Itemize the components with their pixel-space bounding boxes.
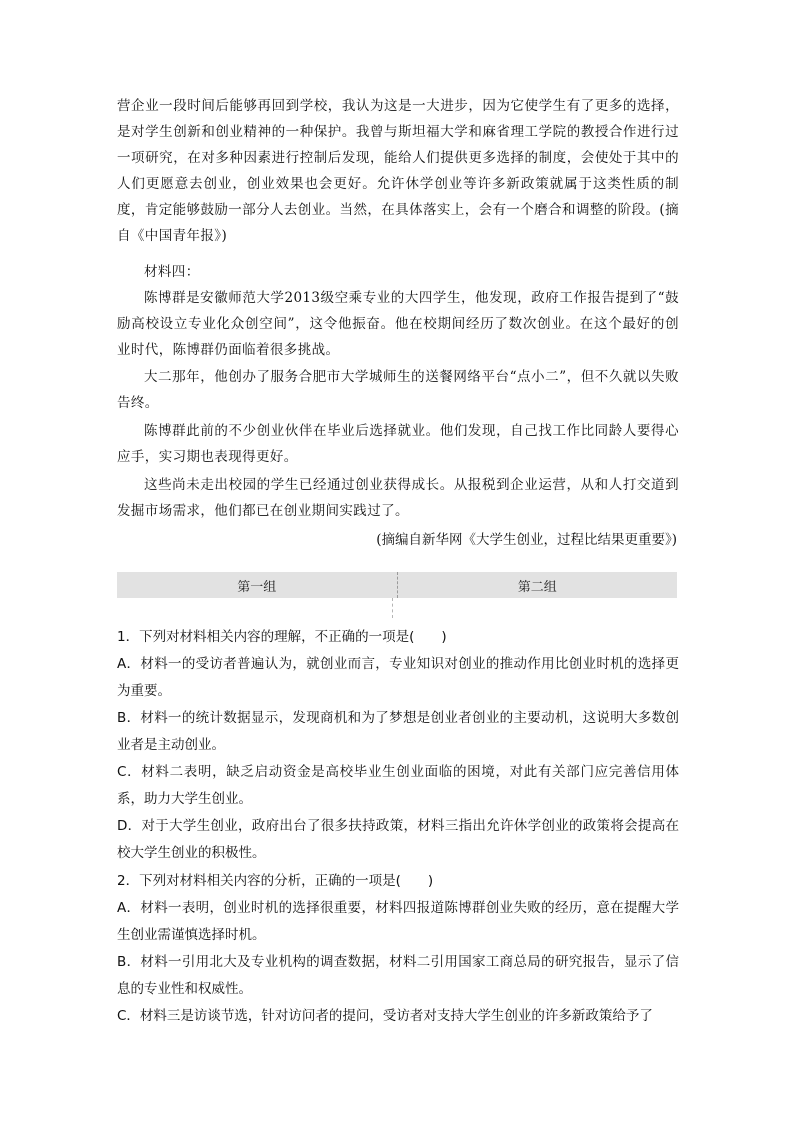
question-1-stem: 1．下列对材料相关内容的理解，不正确的一项是( ) (117, 629, 447, 645)
material4-heading: 材料四： (144, 264, 200, 280)
material-continuation-paragraph: 营企业一段时间后能够再回到学校，我认为这是一大进步，因为它使学生有了更多的选择，是对学生创新和创业精神的一种保护。我曾与斯坦福大学和麻省理工学院的教授合作进行过一项研究，在对多种因素进行控制后发现，能给人们提供更多选择的制度，会使处于其中的人们更愿意去创业，创业效果也会更好。允许休学创业等许多新政策就属于这类性质的制度，肯定能够鼓励一部分人去创业。当然，在具体落实上，会有一个磨合和调整的阶段。(摘自《中国青年报》) (117, 98, 679, 244)
tab-group-one[interactable]: 第一组 (237, 579, 277, 595)
question-2-stem: 2．下列对材料相关内容的分析，正确的一项是( ) (117, 873, 434, 889)
question-2-option-b: B．材料一引用北大及专业机构的调查数据，材料二引用国家工商总局的研究报告，显示了信息的专业性和权威性。 (117, 954, 679, 997)
question-1-option-a: A．材料一的受访者普遍认为，就创业而言，专业知识对创业的推动作用比创业时机的选择更为重要。 (117, 656, 679, 699)
material4-paragraph: 大二那年，他创办了服务合肥市大学城师生的送餐网络平台“点小二”，但不久就以失败告终。 (117, 369, 679, 411)
question-2-option-c: C．材料三是访谈节选，针对访问者的提问，受访者对支持大学生创业的许多新政策给予了 (117, 1008, 653, 1024)
question-1-option-c: C．材料二表明，缺乏启动资金是高校毕业生创业面临的困境，对此有关部门应完善信用体系，助力大学生创业。 (117, 764, 679, 807)
tab-group-two[interactable]: 第二组 (397, 572, 678, 598)
material4-paragraph: 陈博群此前的不少创业伙伴在毕业后选择就业。他们发现，自己找工作比同龄人要得心应手，实习期也表现得更好。 (117, 423, 679, 465)
group-tab-bar (117, 572, 677, 598)
material4-source: (摘编自新华网《大学生创业，过程比结果更重要》) (376, 532, 677, 548)
tab-divider (392, 598, 393, 618)
question-1-option-b: B．材料一的统计数据显示，发现商机和为了梦想是创业者创业的主要动机，这说明大多数创业者是主动创业。 (117, 710, 679, 753)
question-2-option-a: A．材料一表明，创业时机的选择很重要，材料四报道陈博群创业失败的经历，意在提醒大学生创业需谨慎选择时机。 (117, 900, 679, 943)
material4-paragraph: 陈博群是安徽师范大学2013级空乘专业的大四学生，他发现，政府工作报告提到了“鼓励高校设立专业化众创空间”，这令他振奋。他在校期间经历了数次创业。在这个最好的创业时代，陈博群仍面临着很多挑战。 (117, 290, 679, 358)
material4-paragraph: 这些尚未走出校园的学生已经通过创业获得成长。从报税到企业运营，从和人打交道到发掘市场需求，他们都已在创业期间实践过了。 (117, 477, 679, 519)
question-1-option-d: D．对于大学生创业，政府出台了很多扶持政策，材料三指出允许休学创业的政策将会提高在校大学生创业的积极性。 (117, 818, 679, 861)
